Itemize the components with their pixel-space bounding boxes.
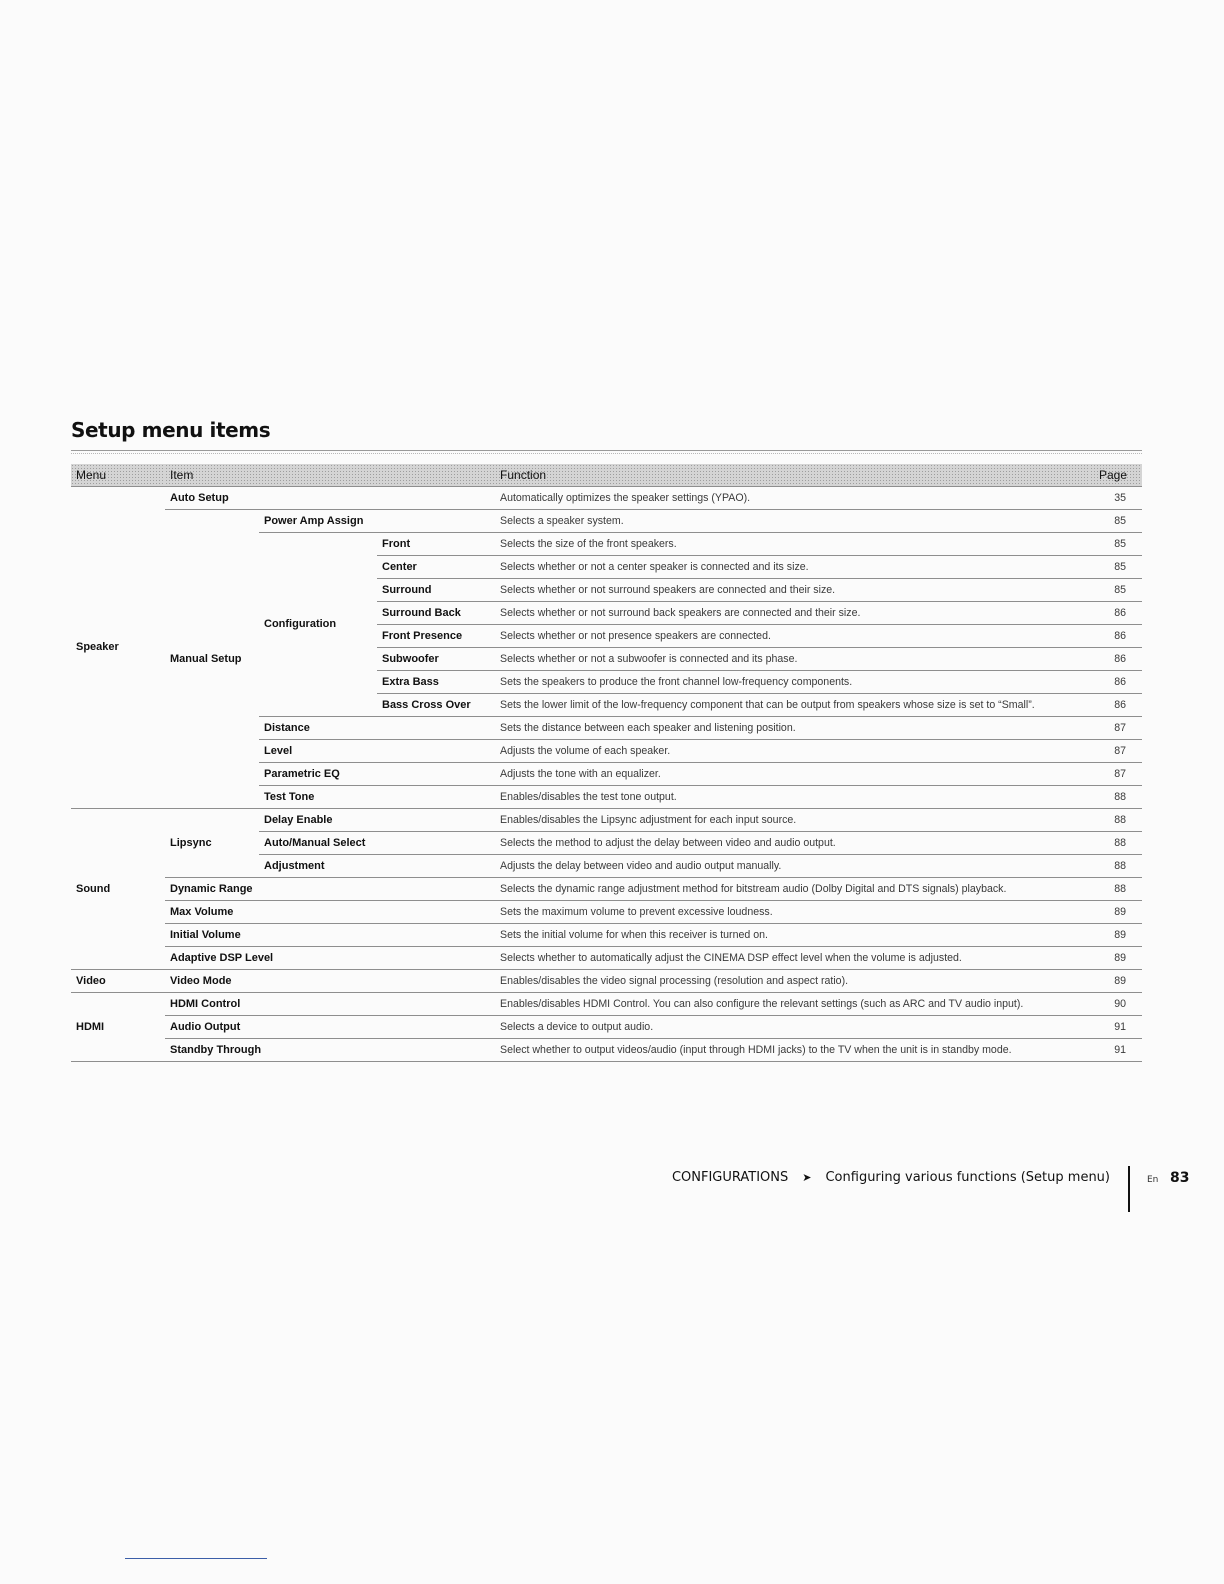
item-label: Subwoofer (377, 648, 495, 671)
item-label: Adjustment (259, 855, 495, 878)
function-text: Sets the lower limit of the low-frequency component that can be output from speakers whose size is set to “Small”. (495, 694, 1090, 717)
table-row (71, 487, 1142, 510)
function-text: Enables/disables the test tone output. (495, 786, 1090, 809)
item-label: Auto Setup (165, 487, 495, 510)
item-configuration: Configuration (259, 533, 377, 717)
function-text: Selects the method to adjust the delay between video and audio output. (495, 832, 1090, 855)
item-label: Dynamic Range (165, 878, 495, 901)
item-label: Extra Bass (377, 671, 495, 694)
bottom-rule (125, 1558, 267, 1559)
item-label: Parametric EQ (259, 763, 495, 786)
table-header-row (71, 464, 1142, 487)
item-label: Initial Volume (165, 924, 495, 947)
page-ref: 85 (1090, 579, 1142, 602)
item-label: Bass Cross Over (377, 694, 495, 717)
table-row (71, 1016, 1142, 1039)
menu-video: Video (71, 970, 165, 993)
item-label: Surround (377, 579, 495, 602)
header-menu: Menu (71, 464, 165, 487)
item-label: Standby Through (165, 1039, 495, 1062)
page-ref: 88 (1090, 786, 1142, 809)
function-text: Enables/disables HDMI Control. You can also configure the relevant settings (such as ARC and TV audio input). (495, 993, 1090, 1016)
function-text: Selects whether or not surround speakers are connected and their size. (495, 579, 1090, 602)
page-ref: 86 (1090, 671, 1142, 694)
page-ref: 88 (1090, 878, 1142, 901)
item-manual-setup: Manual Setup (165, 510, 259, 809)
function-text: Sets the maximum volume to prevent excessive loudness. (495, 901, 1090, 924)
page-ref: 86 (1090, 602, 1142, 625)
page-ref: 90 (1090, 993, 1142, 1016)
item-label: Center (377, 556, 495, 579)
table-row (71, 924, 1142, 947)
page-ref: 85 (1090, 510, 1142, 533)
page-number: 83 (1170, 1170, 1190, 1186)
page-ref: 87 (1090, 717, 1142, 740)
function-text: Selects a device to output audio. (495, 1016, 1090, 1039)
page-ref: 87 (1090, 763, 1142, 786)
page-ref: 89 (1090, 970, 1142, 993)
item-label: Video Mode (165, 970, 495, 993)
table-row (71, 993, 1142, 1016)
item-label: Max Volume (165, 901, 495, 924)
table-row (71, 970, 1142, 993)
page-ref: 88 (1090, 809, 1142, 832)
menu-speaker: Speaker (71, 487, 165, 809)
item-label: Audio Output (165, 1016, 495, 1039)
function-text: Adjusts the tone with an equalizer. (495, 763, 1090, 786)
item-label: Delay Enable (259, 809, 495, 832)
table-row (71, 510, 1142, 533)
table-row (71, 901, 1142, 924)
page-ref: 86 (1090, 648, 1142, 671)
page-ref: 87 (1090, 740, 1142, 763)
function-text: Sets the initial volume for when this receiver is turned on. (495, 924, 1090, 947)
page-title: Setup menu items (71, 418, 271, 442)
table-row (71, 878, 1142, 901)
page-ref: 89 (1090, 924, 1142, 947)
function-text: Selects a speaker system. (495, 510, 1090, 533)
page-ref: 88 (1090, 832, 1142, 855)
language-tag: En (1147, 1175, 1159, 1185)
function-text: Selects whether to automatically adjust the CINEMA DSP effect level when the volume is adjusted. (495, 947, 1090, 970)
function-text: Enables/disables the video signal processing (resolution and aspect ratio). (495, 970, 1090, 993)
item-label: Distance (259, 717, 495, 740)
page-ref: 91 (1090, 1016, 1142, 1039)
breadcrumb-arrow-icon: ➤ (802, 1171, 812, 1184)
page-ref: 85 (1090, 533, 1142, 556)
function-text: Selects the dynamic range adjustment method for bitstream audio (Dolby Digital and DTS signals) playback. (495, 878, 1090, 901)
menu-hdmi: HDMI (71, 993, 165, 1062)
function-text: Sets the distance between each speaker and listening position. (495, 717, 1090, 740)
header-page: Page (1090, 464, 1142, 487)
function-text: Sets the speakers to produce the front channel low-frequency components. (495, 671, 1090, 694)
function-text: Selects whether or not a subwoofer is connected and its phase. (495, 648, 1090, 671)
item-label: HDMI Control (165, 993, 495, 1016)
breadcrumb (0, 1170, 1110, 1185)
page-ref: 35 (1090, 487, 1142, 510)
page-ref: 89 (1090, 947, 1142, 970)
page-ref: 88 (1090, 855, 1142, 878)
item-label: Power Amp Assign (259, 510, 495, 533)
page-ref: 85 (1090, 556, 1142, 579)
table-row (71, 1039, 1142, 1062)
item-lipsync: Lipsync (165, 809, 259, 878)
function-text: Automatically optimizes the speaker settings (YPAO). (495, 487, 1090, 510)
function-text: Selects whether or not presence speakers are connected. (495, 625, 1090, 648)
title-rule (71, 450, 1142, 454)
header-item: Item (165, 464, 495, 487)
item-label: Front (377, 533, 495, 556)
function-text: Selects the size of the front speakers. (495, 533, 1090, 556)
setup-menu-table (71, 464, 1142, 1062)
function-text: Select whether to output videos/audio (input through HDMI jacks) to the TV when the unit is in standby mode. (495, 1039, 1090, 1062)
breadcrumb-section: CONFIGURATIONS (671, 1170, 789, 1185)
menu-sound: Sound (71, 809, 165, 970)
function-text: Adjusts the delay between video and audio output manually. (495, 855, 1090, 878)
item-label: Front Presence (377, 625, 495, 648)
page-ref: 86 (1090, 625, 1142, 648)
item-label: Auto/Manual Select (259, 832, 495, 855)
item-label: Surround Back (377, 602, 495, 625)
item-label: Test Tone (259, 786, 495, 809)
header-function: Function (495, 464, 1090, 487)
page-ref: 86 (1090, 694, 1142, 717)
function-text: Selects whether or not surround back speakers are connected and their size. (495, 602, 1090, 625)
function-text: Selects whether or not a center speaker is connected and its size. (495, 556, 1090, 579)
page-ref: 91 (1090, 1039, 1142, 1062)
page-ref: 89 (1090, 901, 1142, 924)
table-row (71, 809, 1142, 832)
item-label: Level (259, 740, 495, 763)
footer-divider (1128, 1166, 1130, 1212)
item-label: Adaptive DSP Level (165, 947, 495, 970)
function-text: Enables/disables the Lipsync adjustment for each input source. (495, 809, 1090, 832)
table-row (71, 947, 1142, 970)
function-text: Adjusts the volume of each speaker. (495, 740, 1090, 763)
breadcrumb-subsection: Configuring various functions (Setup menu) (825, 1170, 1110, 1185)
